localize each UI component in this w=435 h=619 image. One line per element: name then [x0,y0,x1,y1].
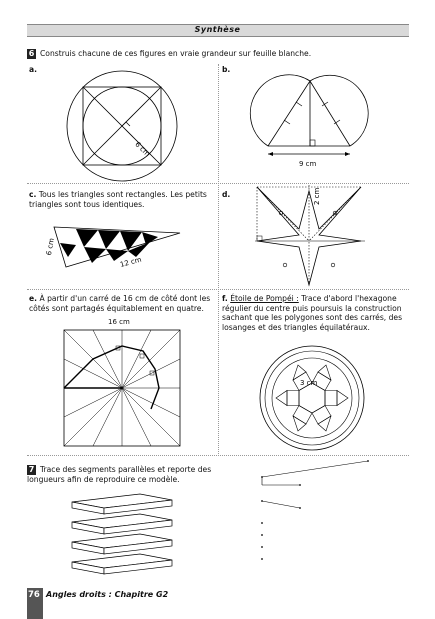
row-divider-2 [27,289,409,290]
figure-b-measure: 9 cm [299,160,317,168]
figure-e-measure: 16 cm [108,318,130,326]
figure-b-drawing [248,74,383,174]
figure-f-drawing [256,345,372,453]
footer-chapter-title: Angles droits : Chapitre G2 [46,590,169,599]
figure-a-label: a. [29,65,38,74]
figure-c-text-block [29,190,214,209]
figure-f-title: Étoile de Pompéi : [230,294,299,303]
figure-e-text-block [29,294,214,313]
figure-a-measure: 6 cm [133,140,152,159]
page-number: 76 [28,590,40,600]
figure-d-label: d. [222,190,231,199]
figure-c-label: c. [29,190,37,199]
figure-f-text: Trace d'abord l'hexagone régulier du centre puis poursuis la construction sachant que les polygones sont des carrés, des losanges et des triangles équilatéraux. [222,294,403,332]
page-header-title: Synthèse [194,25,241,34]
figure-c-side-label: 6 cm [44,237,56,256]
exercise-7-model-drawing [70,492,180,582]
figure-c-base-label: 12 cm [119,255,143,269]
exercise-number-badge: 6 [28,49,35,58]
figure-b-label: b. [222,65,231,74]
column-divider [218,64,219,454]
figure-f-measure: 3 cm [300,379,318,387]
figure-e-label: e. [29,294,38,303]
figure-d-measure: 2 cm [313,187,321,205]
figure-e-text: À partir d'un carré de 16 cm de côté dont les côtés sont partagés équitablement en quatre. [29,294,211,313]
exercise-7-start-drawing [258,455,373,565]
exercise-7-instruction: Trace des segments parallèles et reporte des longueurs afin de reproduire ce modèle. [27,465,212,484]
figure-f-text-block [222,294,412,332]
figure-c-drawing [40,215,190,275]
figure-e-drawing [63,329,183,449]
exercise-6-instruction-line [27,49,417,59]
figure-a-drawing [55,70,190,182]
figure-f-label: f. [222,294,228,303]
exercise-6-instruction: Construis chacune de ces figures en vraie grandeur sur feuille blanche. [40,49,312,58]
row-divider-1 [27,183,409,184]
exercise-number-badge: 7 [28,465,35,474]
figure-d-drawing [255,185,365,285]
exercise-7-instruction-line [27,465,213,485]
figure-c-text: Tous les triangles sont rectangles. Les petits triangles sont tous identiques. [29,190,207,209]
